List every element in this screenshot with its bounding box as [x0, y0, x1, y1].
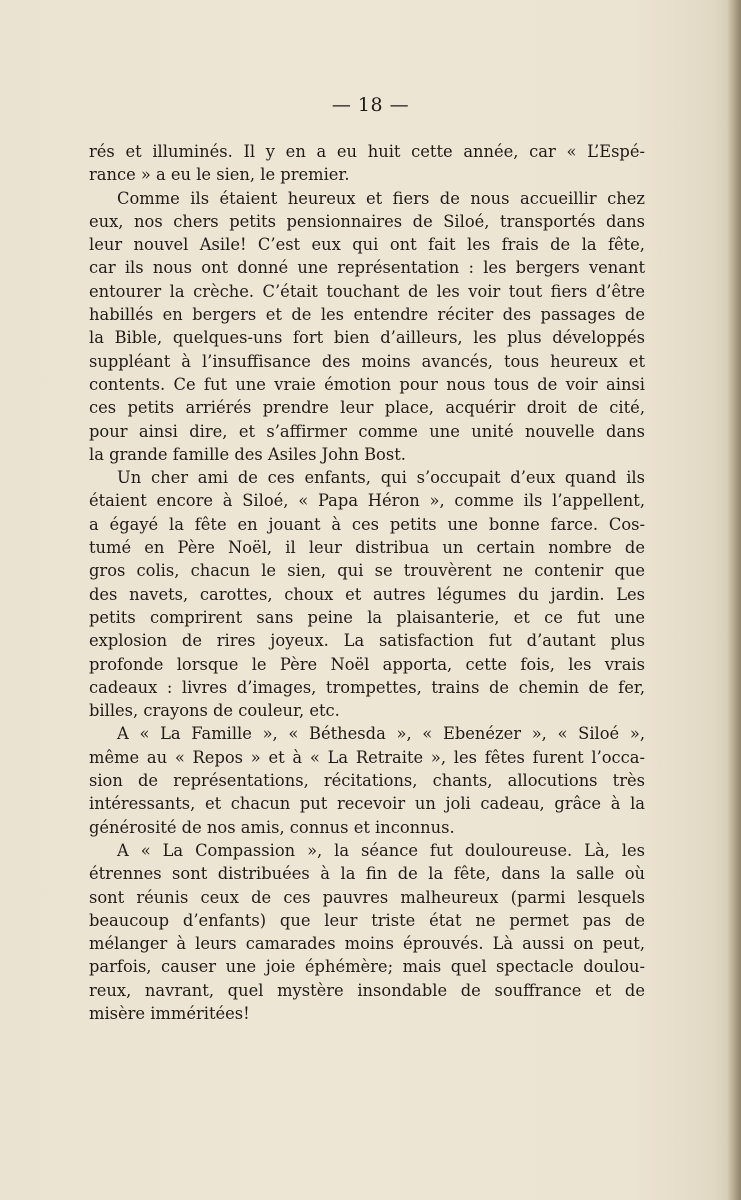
page-number: — 18 — [331, 94, 410, 116]
text-line: cadeaux : livres d’images, trompettes, trains de chemin de fer, [89, 677, 645, 697]
text-line: intéressants, et chacun put recevoir un joli cadeau, grâce à la [89, 794, 645, 814]
text-line: étaient encore à Siloé, « Papa Héron », comme ils l’appellent, [89, 491, 645, 511]
text-line: la grande famille des Asiles John Bost. [89, 444, 406, 464]
text-line: parfois, causer une joie éphémère; mais quel spectacle doulou- [89, 957, 645, 977]
text-line: misère imméritées! [89, 1003, 250, 1023]
text-line: générosité de nos amis, connus et inconnus. [89, 817, 455, 837]
text-line: pour ainsi dire, et s’affirmer comme une unité nouvelle dans [89, 421, 645, 441]
text-line: étrennes sont distribuées à la fin de la fête, dans la salle où [89, 864, 645, 884]
text-line: la Bible, quelques-uns fort bien d’ailleurs, les plus développés [89, 328, 645, 348]
text-line: rance » a eu le sien, le premier. [89, 165, 350, 185]
paragraph [89, 466, 645, 722]
text-line: habillés en bergers et de les entendre réciter des passages de [89, 305, 645, 325]
paragraph [89, 187, 645, 467]
text-line: A « La Compassion », la séance fut douloureuse. Là, les [117, 840, 645, 860]
text-line: petits comprirent sans peine la plaisanterie, et ce fut une [89, 607, 645, 627]
text-line: contents. Ce fut une vraie émotion pour nous tous de voir ainsi [89, 374, 645, 394]
text-line: sion de représentations, récitations, chants, allocutions très [89, 771, 645, 791]
text-line: beaucoup d’enfants) que leur triste état ne permet pas de [89, 910, 645, 930]
text-line: billes, crayons de couleur, etc. [89, 701, 340, 721]
text-line: gros colis, chacun le sien, qui se trouvèrent ne contenir que [89, 561, 645, 581]
text-line: tumé en Père Noël, il leur distribua un certain nombre de [89, 538, 645, 558]
text-line: reux, navrant, quel mystère insondable de souffrance et de [89, 980, 645, 1000]
text-line: Comme ils étaient heureux et fiers de nous accueillir chez [117, 188, 645, 208]
text-line: A « La Famille », « Béthesda », « Ebenézer », « Siloé », [117, 724, 645, 744]
text-line: suppléant à l’insuffisance des moins avancés, tous heureux et [89, 351, 645, 371]
text-line: eux, nos chers petits pensionnaires de Siloé, transportés dans [89, 211, 645, 231]
text-line: a égayé la fête en jouant à ces petits une bonne farce. Cos- [89, 514, 645, 534]
text-line: mélanger à leurs camarades moins éprouvés. Là aussi on peut, [89, 934, 645, 954]
text-line: leur nouvel Asile! C’est eux qui ont fait les frais de la fête, [89, 235, 645, 255]
text-line: ces petits arriérés prendre leur place, acquérir droit de cité, [89, 398, 645, 418]
text-line: sont réunis ceux de ces pauvres malheureux (parmi lesquels [89, 887, 645, 907]
text-line: même au « Repos » et à « La Retraite », les fêtes furent l’occa- [89, 747, 645, 767]
text-line: profonde lorsque le Père Noël apporta, cette fois, les vrais [89, 654, 645, 674]
text-line: des navets, carottes, choux et autres légumes du jardin. Les [89, 584, 645, 604]
paragraph [89, 140, 645, 187]
page-edge-shadow [727, 0, 741, 1200]
text-line: explosion de rires joyeux. La satisfaction fut d’autant plus [89, 631, 645, 651]
paragraph [89, 839, 645, 1025]
body-text [89, 140, 645, 1025]
paragraph [89, 722, 645, 838]
text-line: entourer la crèche. C’était touchant de les voir tout fiers d’être [89, 281, 645, 301]
text-line: Un cher ami de ces enfants, qui s’occupait d’eux quand ils [117, 468, 645, 488]
text-line: rés et illuminés. Il y en a eu huit cette année, car « L’Espé- [89, 142, 645, 161]
text-line: car ils nous ont donné une représentation : les bergers venant [89, 258, 645, 278]
